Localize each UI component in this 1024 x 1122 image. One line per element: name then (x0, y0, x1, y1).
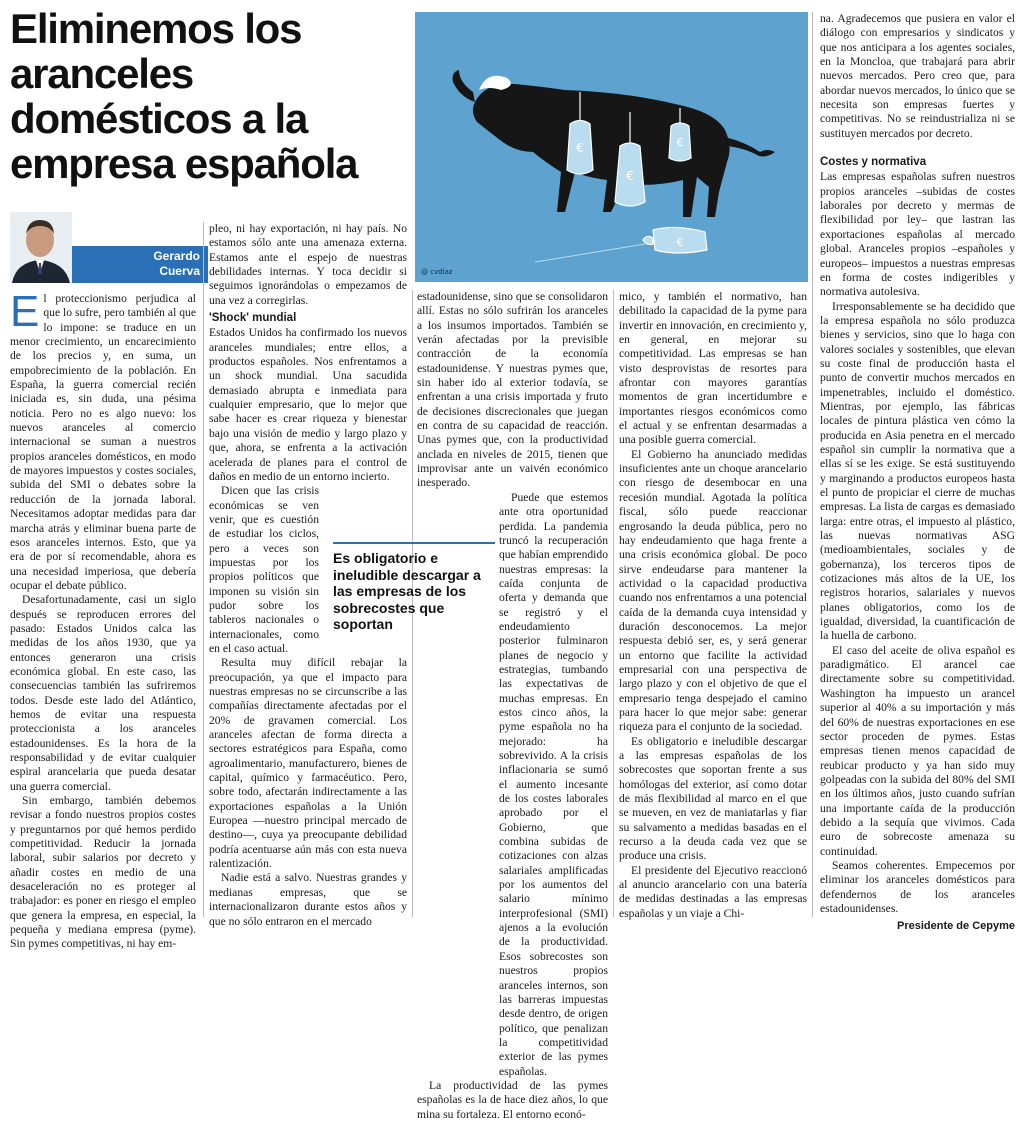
drop-cap: E (10, 287, 40, 336)
author-name (153, 249, 200, 279)
article-paragraph: El presidente del Ejecutivo reaccionó al anuncio arancelario con una batería de medidas destinadas a las empresas españolas y un viaje a Chi- (619, 863, 807, 920)
illustration-credit: @ cvdiaz (421, 268, 453, 276)
svg-text:€: € (676, 236, 684, 249)
article-column-1 (10, 287, 196, 952)
author-name-bar (72, 246, 208, 283)
article-paragraph: La productividad de las pymes españolas es la de hace diez años, lo que mina su fortaleza. El entorno econó- (417, 1078, 608, 1121)
subheading: Costes y normativa (820, 156, 927, 169)
column-divider (812, 12, 813, 917)
article-paragraph: Estados Unidos ha confirmado los nuevos aranceles mundiales; entre ellos, a productos españoles. Nos enfrentamos a un shock mundial. Una sacudida demasiado abrupta e inmediata para cualquier empresario, que lo mejor que sabe hacer es crear riqueza y bienestar bajo una visión de medio y largo plazo y que, ahora, se enfrenta a la activación acelerada de planes para el control de daños en medio de un entorno incierto. (209, 326, 407, 483)
bull-illustration (415, 12, 808, 282)
subheading: 'Shock' mundial (209, 312, 297, 325)
article-paragraph: Nadie está a salvo. Nuestras grandes y medianas empresas, que se internacionalizaron durante estos años y que no sólo entraron en el mercado (209, 871, 407, 928)
svg-text:€: € (626, 169, 634, 183)
article-paragraph: Sin embargo, también debemos revisar a fondo nuestros propios costes y preguntarnos por qué hemos perdido competitividad. Reducir la jornada laboral, subir salarios por decreto y añadir costes en medio de una desaceleración no es proteger al trabajador: es poner en riesgo el empleo que genera la empresa, en especial, la pequeña y mediana empresa (pyme). Sin pymes competitivas, ni hay em- (10, 794, 196, 951)
article-column-4 (619, 290, 807, 921)
article-paragraph: Desafortunadamente, casi un siglo después se reproducen errores del pasado: Estados Unidos calca las medidas de los años 1930, que ya entonces generaron una crisis económica global. En este caso, las consecuencias también las sufriremos todos. Desde este lado del Atlántico, hemos de evitar una respuesta proteccionista a los aranceles estadounidenses. Es la hora de la responsabilidad y de evitar cualquier espiral arancelaria que pueda desatar una guerra comercial. (10, 593, 196, 793)
headline: Eliminemos los aranceles domésticos a la empresa española (10, 5, 358, 187)
article-paragraph: Las empresas españolas sufren nuestros propios aranceles –subidas de costes laborales por decreto y mermas de flexibilidad por ley– que lastran las exportaciones españolas al mercado global. Aranceles propios –españoles y europeos– impuestos a nuestras empresas en forma de costes indigeribles y normativa autolesiva. (820, 170, 1015, 299)
author-last-name: Cuerva (159, 264, 200, 278)
article-paragraph: Resulta muy difícil rebajar la preocupación, ya que el impacto para nuestras empresas no se circunscribe a las compañías directamente afectadas por el 20% de gravamen comercial. Los aranceles afectan de forma directa a sectores estratégicos para España, como agroalimentario, manufacturero, bienes de capital, químico y farmacéutico. Pero, sobre todo, afectarán indirectamente a las exportaciones españolas a la Unión Europea —nuestro principal mercado de destino—, cuya ya preocupante debilidad podría acentuarse aún más con esta nueva ralentización. (209, 656, 407, 871)
article-paragraph: El caso del aceite de oliva español es paradigmático. El arancel cae directamente sobre su competitividad. Washington ha impuesto un arancel superior al 40% a su importación y más del 60% de nuestras exportaciones en ese sector proceden de pymes. Estas empresas tienen menos capacidad de reubicar producto y ya han sido muy golpeadas con la subida del 80% del SMI en los últimos años, justo cuando sufrían una importante caída de la producción debido a la sequía que vivimos. Cada euro de sobrecoste amenaza su continuidad. (820, 643, 1015, 858)
column-divider (613, 290, 614, 917)
article-paragraph: estadounidense, sino que se consolidaron allí. Estas no sólo sufrirán los aranceles a los insumos importados. También se verán afectadas por la previsible contracción de la economía estadounidense. Y nuestras pymes que, sin haber ido al exterior todavía, se enfrentan a una crisis importada y fruto de decisiones discrecionales que juegan en contra de su capacidad de reacción. Unas pymes que, con la productividad anclada en niveles de 2015, tienen que improvisar ante un vaivén económico inesperado. (417, 290, 608, 490)
article-paragraph: El Gobierno ha anunciado medidas insuficientes ante un choque arancelario con riesgo de desembocar en una recesión mundial. Agotada la política fiscal, sólo puede reaccionar engrosando la deuda pública, pero no hay endeudamiento que haga frente a una crisis económica global. De poco sirve endeudarse para mantener la actividad o la capacidad productiva cuando nos enfrentamos a una potencial caída de la demanda cuya intensidad y duración desconocemos. La mejor respuesta debió ser, es, y será generar un entorno que facilite la actividad empresarial con una perspectiva de largo plazo y con el objetivo de que el empresario tenga despejado el camino para hacer lo que mejor sabe: generar riqueza para el conjunto de la sociedad. (619, 447, 807, 734)
article-paragraph: Es obligatorio e ineludible descargar a las empresas españolas de los sobrecostes que soportan frente a sus homólogas del exterior, así como dotar de más flexibilidad al marco en el que se mueven, en vez de maniatarlas y fiar su salvamento a medidas basadas en el recurso a la deuda cada vez que se produce una crisis. (619, 734, 807, 863)
author-photo (10, 212, 72, 283)
article-paragraph: mico, y también el normativo, han debilitado la capacidad de la pyme para invertir en innovación, en crecimiento y, en general, en mejorar su competitividad. Las empresas se han visto desprovistas de resortes para afrontar con mayores garantías momentos de gran incertidumbre e importantes riesgos económicos como el actual y se enfrentan desarmadas a una posible guerra comercial. (619, 290, 807, 447)
svg-text:€: € (676, 136, 684, 149)
article-column-5 (820, 12, 1015, 934)
article-paragraph: Seamos coherentes. Empecemos por eliminar los aranceles domésticos para defendernos de los aranceles estadounidenses. (820, 858, 1015, 915)
article-paragraph: El proteccionismo perjudica al que lo sufre, pero también al que lo impone: se traduce en un menor crecimiento, un encarecimiento de los precios y, en suma, un empobrecimiento de la población. En España, la guerra comercial recién iniciada es, sin duda, una pésima noticia. Pero no es algo nuevo: los nuevos aranceles al comercio internacional se suman a nuestros propios aranceles domésticos, en modo de mayores impuestos y costes sociales, subida del SMI o debates sobre la reducción de la jornada laboral. Necesitamos adoptar medidas para dar marcha atrás y eliminar buena parte de esos aranceles internos. Esto, que ya era de por sí recomendable, ahora es una necesidad imperiosa, que debería ocupar el debate público. (10, 287, 196, 592)
article-paragraph: Dicen que las crisis económicas se ven venir, que es cuestión de estudiar los ciclos, pero a veces son impuestas por los propios políticos que imponen su visión sin pudor sobre los tableros nacionales o internacionales, como en el caso actual. (209, 484, 319, 655)
article-paragraph: pleo, ni hay exportación, ni hay país. No estamos sólo ante una amenaza externa. Estamos ante el espejo de nuestras debilidades internas. Y toca decidir si seguimos ignorándolas o empezamos de una vez a corregirlas. (209, 222, 407, 307)
article-paragraph: Puede que estemos ante otra oportunidad perdida. La pandemia truncó la recuperación que habían emprendido nuestras empresas: la caída conjunta de oferta y demanda que se registró y el endeudamiento posterior fulminaron planes de negocio y estrategias, tumbando las expectativas de muchas empresas. En estos cinco años, la pyme española no ha mejorado: ha sobrevivido. A la crisis inflacionaria se sumó el aumento incesante de los costes laborales aprobado por el Gobierno, que combina subidas de cotizaciones con alzas salariales amplificadas por los aumentos del salario mínimo interprofesional (SMI) ajenos a la evolución de la productividad. Esos sobrecostes son nuestros propios aranceles internos, son las barreras impuestas desde dentro, de origen político, que penalizan la competitividad exterior de las pymes españolas. (499, 490, 608, 1078)
article-paragraph: Irresponsablemente se ha decidido que la empresa española no sólo produzca bienes y servicios, sino que lo haga con valores sociales y sostenibles, que elevan su coste final de producción hasta el punto de convertir muchos mercados en impenetrables, incluido el doméstico. Mientras, por ejemplo, las fábricas locales de pintura plástica ven cómo la producida en Asia penetra en el mercado español sin cumplir la normativa que a ellas sí se les exige. Se está sustituyendo y marginando a productos europeos hasta el punto de propiciar el cierre de muchas empresas. La lista de cargas es demasiado larga: entre otras, el impuesto al plástico, las nuevas normativas ASG (medioambientales, sociales y de gobernanza), los terceros tipos de cotizaciones más altos de la UE, los registros horarios, salariales y nuevos planes obligatorios, como los de igualdad, diversidad, la cuantificación de la huella de carbono. (820, 299, 1015, 643)
svg-text:€: € (576, 141, 584, 155)
column-divider (203, 222, 204, 917)
article-paragraph: na. Agradecemos que pusiera en valor el diálogo con empresarios y sindicatos y que nos anticipara a los agentes sociales, en la Moncloa, que trabajará para abrir nuevos mercados. Pero creo que, para abordar nuevos mercados, lo único que se necesita son empresas fuertes y competitivas. No se reindustrializa ni se sustituyen mercados por decreto. (820, 12, 1015, 140)
author-first-name: Gerardo (153, 249, 200, 263)
pull-quote-text: Es obligatorio e ineludible descargar a las empresas de los sobrecostes que soportan (333, 550, 481, 632)
author-signature: Presidente de Cepyme (897, 920, 1015, 933)
author-block (10, 212, 208, 283)
article-column-3 (417, 290, 608, 1122)
